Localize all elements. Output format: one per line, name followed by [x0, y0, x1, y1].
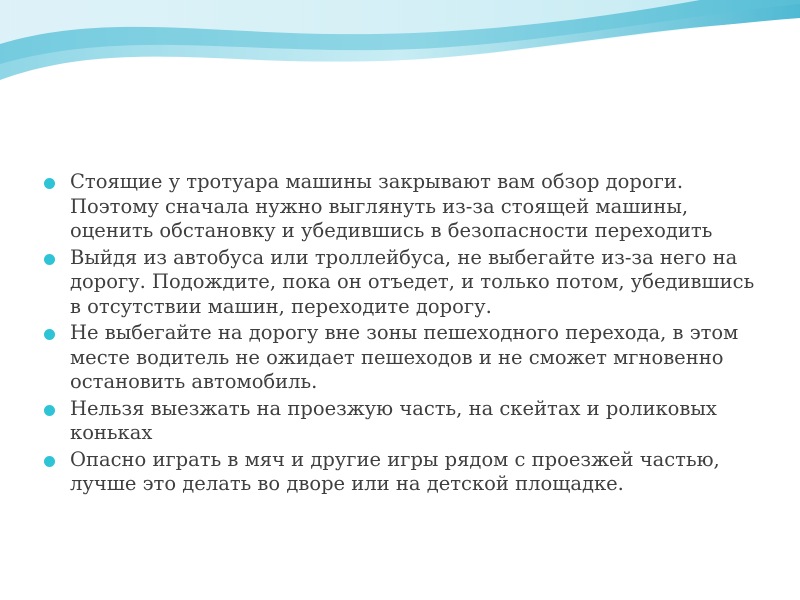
bullet-text: Стоящие у тротуара машины закрывают вам обзор дороги. Поэтому сначала нужно выглянуть из-за стоящей машины, оценить обстановку и убедившись в безопасности переходить	[70, 170, 713, 242]
bullet-item	[44, 397, 760, 446]
header-wave-decoration	[0, 0, 800, 100]
bullet-dot-icon	[44, 405, 55, 416]
bullet-item	[44, 246, 760, 320]
bullet-list	[44, 170, 760, 499]
bullet-item	[44, 170, 760, 244]
bullet-text: Не выбегайте на дорогу вне зоны пешеходного перехода, в этом месте водитель не ожидает пешеходов и не сможет мгновенно остановить автомобиль.	[70, 321, 739, 393]
bullet-dot-icon	[44, 456, 55, 467]
bullet-dot-icon	[44, 254, 55, 265]
bullet-text: Нельзя выезжать на проезжую часть, на скейтах и роликовых коньках	[70, 396, 717, 444]
bullet-item	[44, 448, 760, 497]
bullet-dot-icon	[44, 329, 55, 340]
bullet-text: Выйдя из автобуса или троллейбуса, не выбегайте из-за него на дорогу. Подождите, пока он отъедет, и только потом, убедившись в отсутствии машин, переходите дорогу.	[70, 245, 755, 318]
bullet-item	[44, 321, 760, 395]
bullet-dot-icon	[44, 178, 55, 189]
bullet-text: Опасно играть в мяч и другие игры рядом с проезжей частью, лучше это делать во дворе или на детской площадке.	[70, 447, 720, 495]
